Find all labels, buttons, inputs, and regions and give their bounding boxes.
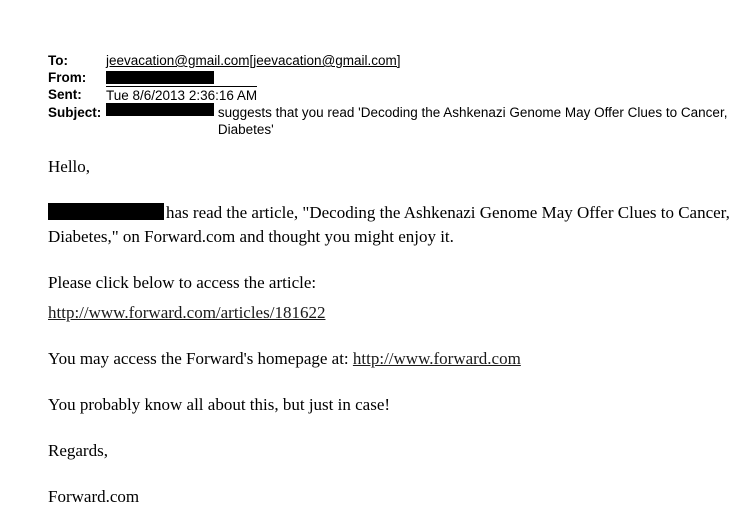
redaction-bar-from	[106, 71, 214, 84]
email-body	[48, 155, 740, 531]
body-paragraph-1	[48, 201, 740, 249]
subject-value: suggests that you read 'Decoding the Ashkenazi Genome May Offer Clues to Cancer, Diabetes'	[217, 105, 728, 137]
to-label: To:	[48, 53, 68, 68]
homepage-prefix: You may access the Forward's homepage at:	[48, 349, 349, 368]
body-homepage-line	[48, 347, 740, 371]
sent-value-wrap	[106, 86, 738, 104]
header-row-sent	[48, 86, 738, 104]
body-greeting: Hello,	[48, 157, 91, 176]
body-paragraph-2: Please click below to access the article:	[48, 273, 317, 292]
header-row-to	[48, 52, 738, 69]
subject-value-wrap	[106, 104, 738, 138]
header-row-from	[48, 69, 738, 86]
body-sender-name: Forward.com	[48, 487, 140, 506]
article-link[interactable]: http://www.forward.com/articles/181622	[48, 303, 326, 322]
sent-value: Tue 8/6/2013 2:36:16 AM	[106, 88, 258, 103]
body-paragraph-1-text: has read the article, "Decoding the Ashkenazi Genome May Offer Clues to Cancer, Diabetes," on Forward.com and thought you might enjoy it.	[48, 203, 730, 246]
header-row-subject	[48, 104, 738, 138]
subject-label: Subject:	[48, 105, 102, 120]
from-label: From:	[48, 70, 87, 85]
body-paragraph-3: You probably know all about this, but just in case!	[48, 395, 391, 414]
to-value: jeevacation@gmail.com[jeevacation@gmail.com]	[106, 53, 401, 68]
homepage-link[interactable]: http://www.forward.com	[352, 349, 521, 368]
body-article-link-wrap	[48, 301, 740, 325]
from-value	[106, 69, 738, 86]
sent-label: Sent:	[48, 87, 82, 102]
redaction-bar-sender	[48, 203, 164, 220]
body-signoff: Regards,	[48, 441, 108, 460]
email-header	[48, 52, 738, 138]
redaction-bar-subject	[106, 103, 214, 116]
